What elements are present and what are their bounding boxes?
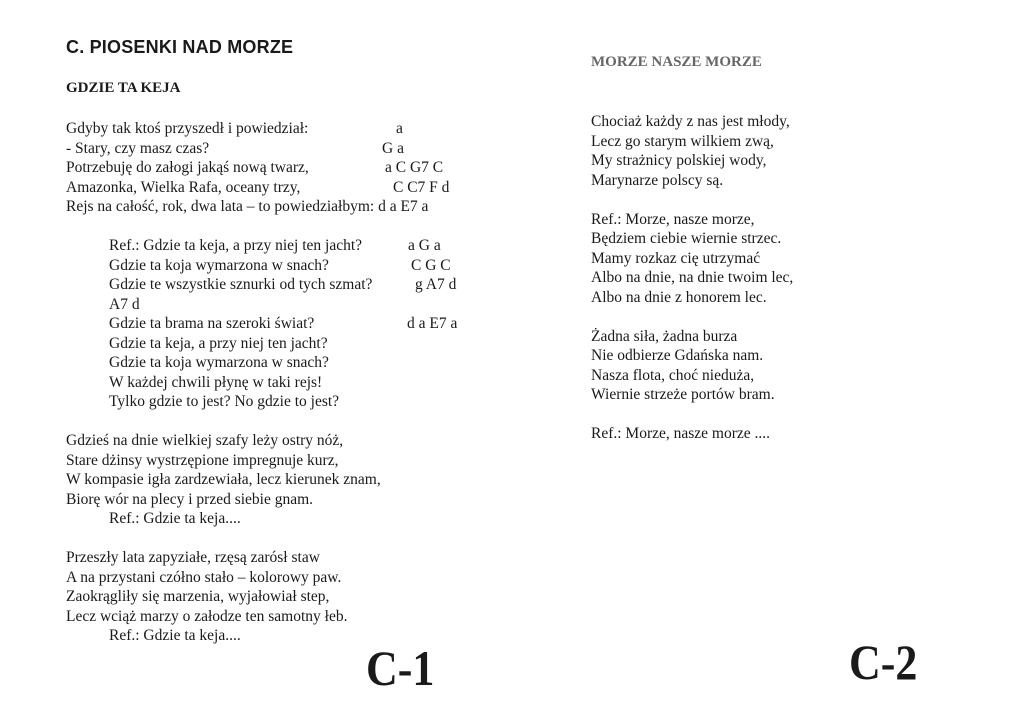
refrain-line: Ref.: Morze, nasze morze, bbox=[591, 210, 755, 228]
lyric-line: W kompasie igła zardzewiała, lecz kierunek znam, bbox=[66, 471, 381, 488]
refrain-line bbox=[66, 295, 506, 315]
lyric-line: A na przystani czółno stało – kolorowy paw. bbox=[66, 568, 342, 586]
lyric-text: Rejs na całość, rok, dwa lata – to powiedziałbym: d a E7 a bbox=[66, 198, 429, 215]
lyric-line bbox=[66, 197, 506, 217]
right-page bbox=[512, 0, 1024, 724]
chord-label: C C7 F d bbox=[393, 178, 450, 196]
song-title-morze-nasze-morze: MORZE NASZE MORZE bbox=[591, 54, 762, 70]
refrain-line bbox=[66, 314, 506, 334]
lyric-line: Chociaż każdy z nas jest młody, bbox=[591, 113, 790, 130]
refrain-line bbox=[66, 392, 506, 412]
lyric-text: Gdyby tak ktoś przyszedł i powiedział: bbox=[66, 120, 309, 137]
page-number: C-2 bbox=[849, 634, 918, 690]
refrain-line bbox=[66, 256, 506, 276]
lyric-text: Gdzie ta keja, a przy niej ten jacht? bbox=[109, 334, 328, 352]
page-number: C-1 bbox=[366, 640, 435, 696]
chord-label: g A7 d bbox=[415, 276, 457, 293]
refrain-reference: Ref.: Morze, nasze morze .... bbox=[591, 425, 771, 442]
lyric-line: Zaokrągliły się marzenia, wyjałowiał step, bbox=[66, 588, 330, 605]
lyric-line: Wiernie strzeże portów bram. bbox=[591, 386, 775, 403]
lyric-text: Ref.: Gdzie ta keja, a przy niej ten jacht? bbox=[109, 237, 363, 254]
refrain-reference: Ref.: Gdzie ta keja.... bbox=[109, 627, 241, 644]
refrain-line: Albo na dnie z honorem lec. bbox=[591, 288, 767, 306]
lyric-line: Żadna siła, żadna burza bbox=[591, 327, 738, 345]
lyric-line: Nie odbierze Gdańska nam. bbox=[591, 347, 764, 364]
lyric-line: Gdzieś na dnie wielkiej szafy leży ostry nóż, bbox=[66, 432, 344, 449]
lyric-line: Przeszły lata zapyziałe, rzęsą zarósł staw bbox=[66, 549, 320, 566]
chord-label: a bbox=[396, 120, 403, 137]
chord-label: C G C bbox=[411, 256, 451, 274]
lyric-text: Gdzie ta brama na szeroki świat? bbox=[109, 315, 315, 332]
lyric-line: Stare dżinsy wystrzępione impregnuje kurz, bbox=[66, 451, 339, 469]
song-body-gdzie-ta-keja bbox=[66, 119, 506, 646]
lyric-text: Tylko gdzie to jest? No gdzie to jest? bbox=[109, 393, 340, 410]
refrain-line bbox=[66, 236, 506, 256]
lyric-text: Amazonka, Wielka Rafa, oceany trzy, bbox=[66, 178, 301, 196]
refrain-line bbox=[66, 353, 506, 373]
lyric-text: Gdzie te wszystkie sznurki od tych szmat? bbox=[109, 276, 373, 293]
section-title: C. PIOSENKI NAD MORZE bbox=[66, 37, 294, 57]
lyric-line: Biorę wór na plecy i przed siebie gnam. bbox=[66, 490, 314, 508]
lyric-text: Gdzie ta koja wymarzona w snach? bbox=[109, 354, 329, 371]
lyric-line: Marynarze polscy są. bbox=[591, 171, 724, 189]
lyric-text: Gdzie ta koja wymarzona w snach? bbox=[109, 256, 329, 274]
refrain-line bbox=[66, 334, 506, 354]
lyric-line: Lecz go starym wilkiem zwą, bbox=[591, 132, 774, 150]
lyric-text: A7 d bbox=[109, 295, 140, 313]
chord-label: d a E7 a bbox=[407, 315, 458, 332]
lyric-line bbox=[66, 119, 506, 139]
lyric-line: My strażnicy polskiej wody, bbox=[591, 152, 767, 169]
lyric-line: Nasza flota, choć nieduża, bbox=[591, 366, 755, 384]
refrain-line: Mamy rozkaz cię utrzymać bbox=[591, 249, 761, 267]
refrain-line: Będziem ciebie wiernie strzec. bbox=[591, 230, 782, 247]
refrain-line bbox=[66, 373, 506, 393]
lyric-line bbox=[66, 178, 506, 198]
lyric-text: - Stary, czy masz czas? bbox=[66, 139, 210, 157]
song-title-gdzie-ta-keja: GDZIE TA KEJA bbox=[66, 80, 181, 96]
song-body-morze-nasze-morze bbox=[591, 112, 1011, 444]
chord-label: a C G7 C bbox=[385, 159, 444, 176]
chord-label: a G a bbox=[408, 237, 441, 254]
lyric-line bbox=[66, 158, 506, 178]
refrain-reference: Ref.: Gdzie ta keja.... bbox=[109, 510, 241, 527]
lyric-text: Potrzebuję do załogi jakąś nową twarz, bbox=[66, 159, 309, 176]
lyric-line bbox=[66, 139, 506, 159]
refrain-line bbox=[66, 275, 506, 295]
lyric-line: Lecz wciąż marzy o załodze ten samotny łeb. bbox=[66, 607, 348, 625]
refrain-line: Albo na dnie, na dnie twoim lec, bbox=[591, 269, 794, 286]
lyric-text: W każdej chwili płynę w taki rejs! bbox=[109, 373, 323, 391]
chord-label: G a bbox=[382, 139, 404, 157]
